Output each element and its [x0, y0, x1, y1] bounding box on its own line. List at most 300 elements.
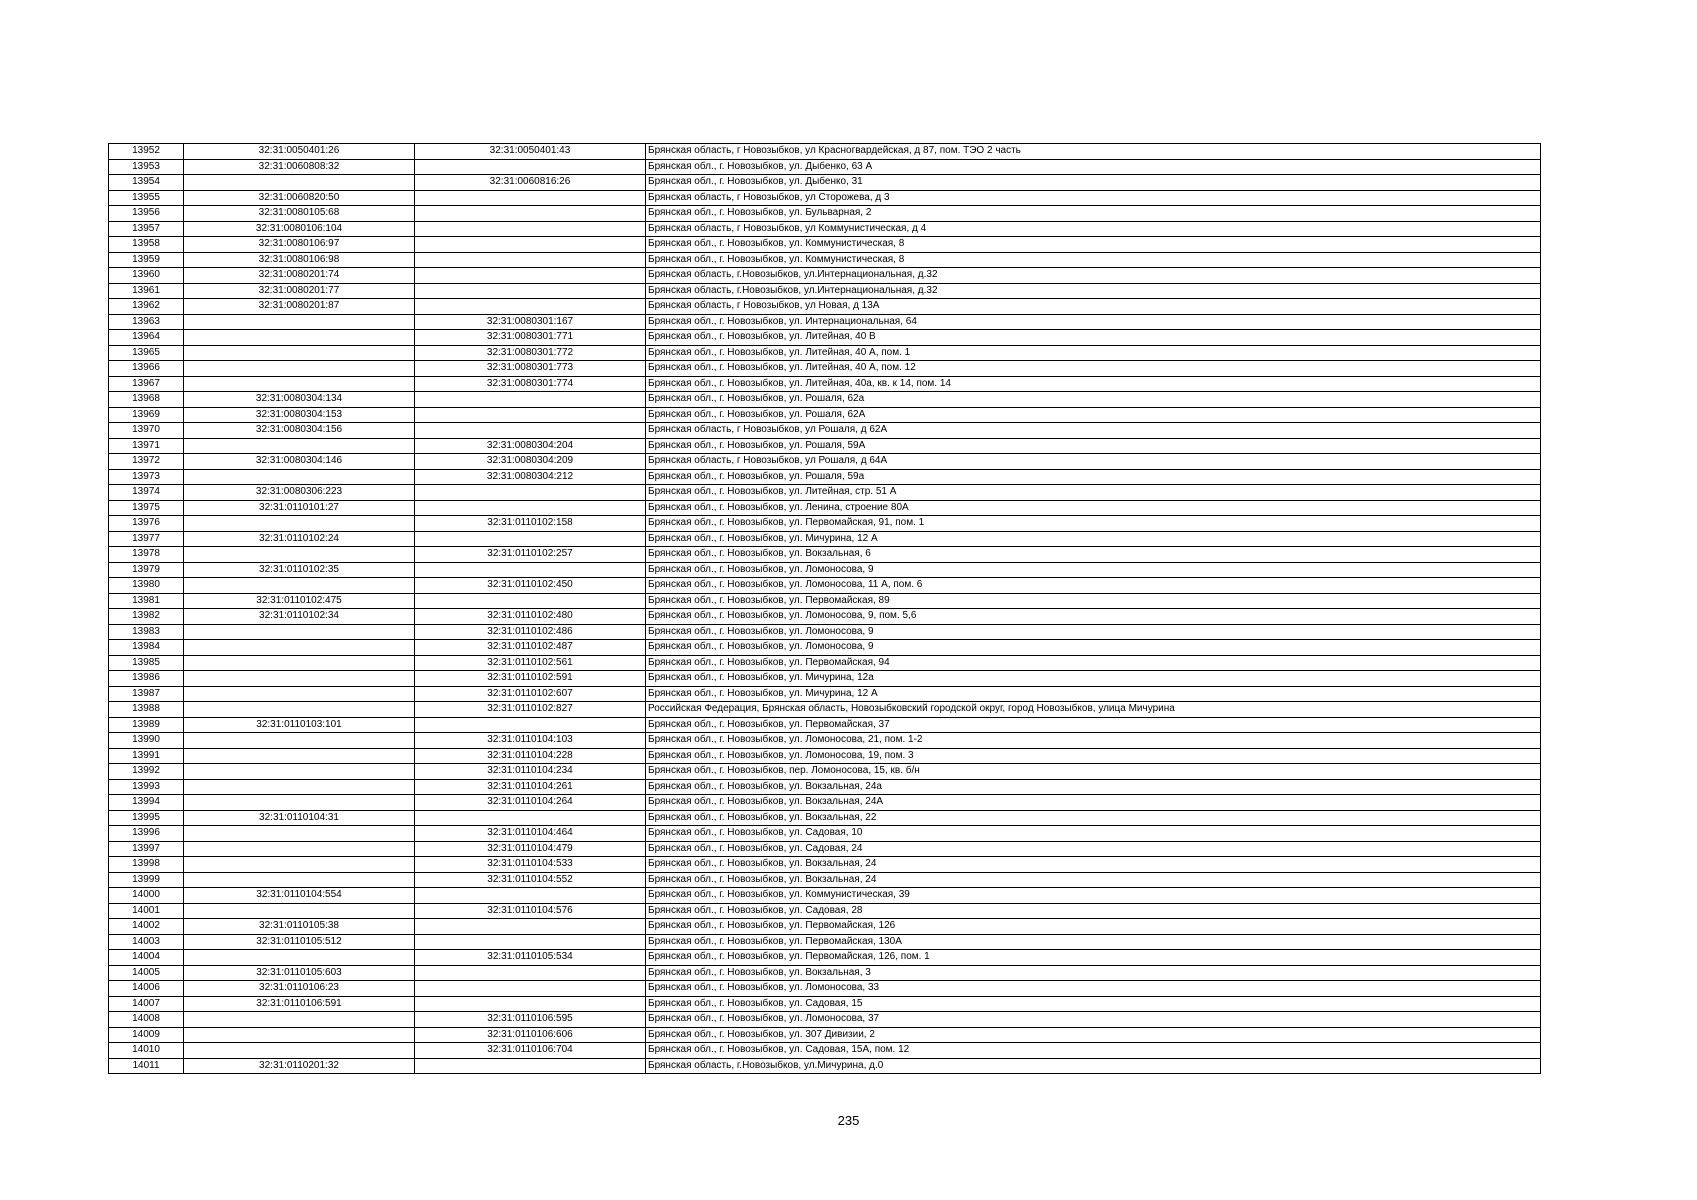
- address-cell: Брянская обл., г. Новозыбков, ул. Ленина, строение 80А: [646, 500, 1541, 516]
- table-row: [109, 500, 1541, 516]
- table-row: [109, 810, 1541, 826]
- row-number-cell: 13973: [109, 469, 184, 485]
- cadastral-number-cell: [184, 345, 415, 361]
- row-number-cell: 13954: [109, 175, 184, 191]
- building-cadastral-number-cell: 32:31:0110102:486: [415, 624, 646, 640]
- address-cell: Брянская обл., г. Новозыбков, ул. Вокзальная, 24: [646, 857, 1541, 873]
- cadastral-number-cell: [184, 330, 415, 346]
- address-cell: Брянская обл., г. Новозыбков, ул. Первомайская, 94: [646, 655, 1541, 671]
- building-cadastral-number-cell: 32:31:0110104:234: [415, 764, 646, 780]
- address-cell: Брянская область, г Новозыбков, ул Красногвардейская, д 87, пом. ТЭО 2 часть: [646, 144, 1541, 160]
- address-cell: Брянская обл., г. Новозыбков, пер. Ломоносова, 15, кв. б/н: [646, 764, 1541, 780]
- row-number-cell: 13965: [109, 345, 184, 361]
- building-cadastral-number-cell: 32:31:0110104:533: [415, 857, 646, 873]
- table-row: [109, 159, 1541, 175]
- row-number-cell: 13960: [109, 268, 184, 284]
- cadastral-number-cell: 32:31:0080201:77: [184, 283, 415, 299]
- cadastral-number-cell: [184, 469, 415, 485]
- building-cadastral-number-cell: [415, 888, 646, 904]
- table-row: [109, 407, 1541, 423]
- cadastral-number-cell: [184, 376, 415, 392]
- address-cell: Брянская обл., г. Новозыбков, ул. Ломоносова, 19, пом. 3: [646, 748, 1541, 764]
- cadastral-number-cell: [184, 950, 415, 966]
- building-cadastral-number-cell: 32:31:0080301:167: [415, 314, 646, 330]
- building-cadastral-number-cell: 32:31:0110104:103: [415, 733, 646, 749]
- table-row: [109, 934, 1541, 950]
- address-cell: Брянская обл., г. Новозыбков, ул. Литейная, 40а, кв. к 14, пом. 14: [646, 376, 1541, 392]
- table-row: [109, 283, 1541, 299]
- table-row: [109, 733, 1541, 749]
- cadastral-number-cell: [184, 438, 415, 454]
- cadastral-number-cell: [184, 516, 415, 532]
- address-cell: Брянская область, г Новозыбков, ул Рошаля, д 64А: [646, 454, 1541, 470]
- cadastral-number-cell: 32:31:0080106:104: [184, 221, 415, 237]
- address-cell: Брянская область, г Новозыбков, ул Новая, д 13А: [646, 299, 1541, 315]
- building-cadastral-number-cell: [415, 996, 646, 1012]
- table-row: [109, 857, 1541, 873]
- building-cadastral-number-cell: [415, 237, 646, 253]
- row-number-cell: 13952: [109, 144, 184, 160]
- cadastral-number-cell: 32:31:0110102:24: [184, 531, 415, 547]
- cadastral-number-cell: 32:31:0050401:26: [184, 144, 415, 160]
- building-cadastral-number-cell: 32:31:0110102:827: [415, 702, 646, 718]
- page-number: 235: [837, 1113, 860, 1128]
- cadastral-number-cell: [184, 640, 415, 656]
- row-number-cell: 13989: [109, 717, 184, 733]
- address-cell: Брянская обл., г. Новозыбков, ул. Первомайская, 89: [646, 593, 1541, 609]
- table-row: [109, 655, 1541, 671]
- cadastral-number-cell: [184, 841, 415, 857]
- building-cadastral-number-cell: 32:31:0110104:228: [415, 748, 646, 764]
- table-row: [109, 330, 1541, 346]
- address-cell: Брянская обл., г. Новозыбков, ул. Литейная, 40 В: [646, 330, 1541, 346]
- address-cell: Брянская обл., г. Новозыбков, ул. Первомайская, 91, пом. 1: [646, 516, 1541, 532]
- table-row: [109, 965, 1541, 981]
- row-number-cell: 13999: [109, 872, 184, 888]
- row-number-cell: 13993: [109, 779, 184, 795]
- cadastral-number-cell: [184, 1027, 415, 1043]
- table-row: [109, 423, 1541, 439]
- address-cell: Брянская обл., г. Новозыбков, ул. 307 Дивизии, 2: [646, 1027, 1541, 1043]
- table-row: [109, 919, 1541, 935]
- address-cell: Брянская обл., г. Новозыбков, ул. Вокзальная, 3: [646, 965, 1541, 981]
- building-cadastral-number-cell: 32:31:0110102:480: [415, 609, 646, 625]
- building-cadastral-number-cell: [415, 206, 646, 222]
- cadastral-number-cell: [184, 826, 415, 842]
- address-cell: Брянская обл., г. Новозыбков, ул. Коммунистическая, 39: [646, 888, 1541, 904]
- address-cell: Российская Федерация, Брянская область, Новозыбковский городской округ, город Новозыбков, улица Мичурина: [646, 702, 1541, 718]
- table-row: [109, 1027, 1541, 1043]
- cadastral-number-cell: 32:31:0110105:38: [184, 919, 415, 935]
- building-cadastral-number-cell: 32:31:0060816:26: [415, 175, 646, 191]
- cadastral-number-cell: [184, 748, 415, 764]
- row-number-cell: 13955: [109, 190, 184, 206]
- cadastral-number-cell: 32:31:0080304:146: [184, 454, 415, 470]
- table-row: [109, 485, 1541, 501]
- cadastral-number-cell: [184, 361, 415, 377]
- address-cell: Брянская обл., г. Новозыбков, ул. Рошаля, 62а: [646, 392, 1541, 408]
- building-cadastral-number-cell: 32:31:0110102:591: [415, 671, 646, 687]
- cadastral-number-cell: [184, 686, 415, 702]
- row-number-cell: 14004: [109, 950, 184, 966]
- building-cadastral-number-cell: [415, 717, 646, 733]
- building-cadastral-number-cell: [415, 965, 646, 981]
- building-cadastral-number-cell: [415, 500, 646, 516]
- row-number-cell: 14008: [109, 1012, 184, 1028]
- building-cadastral-number-cell: [415, 423, 646, 439]
- address-cell: Брянская обл., г. Новозыбков, ул. Вокзальная, 22: [646, 810, 1541, 826]
- row-number-cell: 13956: [109, 206, 184, 222]
- table-row: [109, 671, 1541, 687]
- building-cadastral-number-cell: [415, 1058, 646, 1074]
- row-number-cell: 13953: [109, 159, 184, 175]
- row-number-cell: 13979: [109, 562, 184, 578]
- cadastral-number-cell: [184, 1043, 415, 1059]
- row-number-cell: 13985: [109, 655, 184, 671]
- table-row: [109, 469, 1541, 485]
- table-row: [109, 903, 1541, 919]
- cadastral-number-cell: [184, 175, 415, 191]
- building-cadastral-number-cell: [415, 593, 646, 609]
- building-cadastral-number-cell: [415, 268, 646, 284]
- address-cell: Брянская обл., г. Новозыбков, ул. Литейная, 40 А, пом. 12: [646, 361, 1541, 377]
- row-number-cell: 13971: [109, 438, 184, 454]
- row-number-cell: 14005: [109, 965, 184, 981]
- building-cadastral-number-cell: 32:31:0110105:534: [415, 950, 646, 966]
- building-cadastral-number-cell: 32:31:0110106:606: [415, 1027, 646, 1043]
- row-number-cell: 13976: [109, 516, 184, 532]
- address-cell: Брянская обл., г. Новозыбков, ул. Рошаля, 59а: [646, 469, 1541, 485]
- address-cell: Брянская обл., г. Новозыбков, ул. Рошаля, 59А: [646, 438, 1541, 454]
- table-row: [109, 206, 1541, 222]
- row-number-cell: 14001: [109, 903, 184, 919]
- table-row: [109, 345, 1541, 361]
- address-cell: Брянская обл., г. Новозыбков, ул. Ломоносова, 9: [646, 640, 1541, 656]
- cadastral-number-cell: 32:31:0060808:32: [184, 159, 415, 175]
- cadastral-number-cell: 32:31:0110104:554: [184, 888, 415, 904]
- building-cadastral-number-cell: 32:31:0110104:264: [415, 795, 646, 811]
- row-number-cell: 13995: [109, 810, 184, 826]
- address-cell: Брянская обл., г. Новозыбков, ул. Коммунистическая, 8: [646, 237, 1541, 253]
- address-cell: Брянская обл., г. Новозыбков, ул. Ломоносова, 11 А, пом. 6: [646, 578, 1541, 594]
- row-number-cell: 14006: [109, 981, 184, 997]
- cadastral-number-cell: [184, 624, 415, 640]
- table-row: [109, 299, 1541, 315]
- table-body: [109, 144, 1541, 1074]
- building-cadastral-number-cell: 32:31:0080304:212: [415, 469, 646, 485]
- cadastral-number-cell: 32:31:0110103:101: [184, 717, 415, 733]
- address-cell: Брянская обл., г. Новозыбков, ул. Бульварная, 2: [646, 206, 1541, 222]
- address-cell: Брянская обл., г. Новозыбков, ул. Дыбенко, 31: [646, 175, 1541, 191]
- row-number-cell: 14002: [109, 919, 184, 935]
- table-row: [109, 1043, 1541, 1059]
- cadastral-number-cell: [184, 795, 415, 811]
- row-number-cell: 13978: [109, 547, 184, 563]
- row-number-cell: 13964: [109, 330, 184, 346]
- address-cell: Брянская обл., г. Новозыбков, ул. Мичурина, 12 А: [646, 686, 1541, 702]
- table-row: [109, 1058, 1541, 1074]
- building-cadastral-number-cell: 32:31:0080304:204: [415, 438, 646, 454]
- cadastral-number-cell: [184, 547, 415, 563]
- table-row: [109, 888, 1541, 904]
- row-number-cell: 13957: [109, 221, 184, 237]
- row-number-cell: 14010: [109, 1043, 184, 1059]
- row-number-cell: 13986: [109, 671, 184, 687]
- row-number-cell: 14000: [109, 888, 184, 904]
- row-number-cell: 13967: [109, 376, 184, 392]
- table-row: [109, 1012, 1541, 1028]
- building-cadastral-number-cell: 32:31:0080301:771: [415, 330, 646, 346]
- table-row: [109, 438, 1541, 454]
- building-cadastral-number-cell: 32:31:0110104:552: [415, 872, 646, 888]
- address-cell: Брянская обл., г. Новозыбков, ул. Литейная, стр. 51 А: [646, 485, 1541, 501]
- cadastral-number-cell: [184, 671, 415, 687]
- table-row: [109, 144, 1541, 160]
- table-row: [109, 593, 1541, 609]
- row-number-cell: 13992: [109, 764, 184, 780]
- building-cadastral-number-cell: 32:31:0110104:479: [415, 841, 646, 857]
- cadastral-number-cell: 32:31:0110101:27: [184, 500, 415, 516]
- building-cadastral-number-cell: 32:31:0110102:561: [415, 655, 646, 671]
- building-cadastral-number-cell: [415, 531, 646, 547]
- building-cadastral-number-cell: 32:31:0110106:595: [415, 1012, 646, 1028]
- table-row: [109, 190, 1541, 206]
- building-cadastral-number-cell: 32:31:0110102:450: [415, 578, 646, 594]
- table-row: [109, 795, 1541, 811]
- table-row: [109, 640, 1541, 656]
- cadastral-table: [108, 143, 1541, 1074]
- building-cadastral-number-cell: [415, 392, 646, 408]
- row-number-cell: 13990: [109, 733, 184, 749]
- row-number-cell: 13969: [109, 407, 184, 423]
- table-row: [109, 221, 1541, 237]
- table-row: [109, 702, 1541, 718]
- table-row: [109, 717, 1541, 733]
- address-cell: Брянская обл., г. Новозыбков, ул. Первомайская, 126, пом. 1: [646, 950, 1541, 966]
- address-cell: Брянская обл., г. Новозыбков, ул. Первомайская, 130А: [646, 934, 1541, 950]
- address-cell: Брянская обл., г. Новозыбков, ул. Садовая, 24: [646, 841, 1541, 857]
- row-number-cell: 14003: [109, 934, 184, 950]
- building-cadastral-number-cell: [415, 221, 646, 237]
- building-cadastral-number-cell: [415, 159, 646, 175]
- address-cell: Брянская область, г.Новозыбков, ул.Интернациональная, д.32: [646, 283, 1541, 299]
- row-number-cell: 14009: [109, 1027, 184, 1043]
- building-cadastral-number-cell: [415, 981, 646, 997]
- cadastral-number-cell: [184, 857, 415, 873]
- cadastral-number-cell: 32:31:0080105:68: [184, 206, 415, 222]
- table-row: [109, 547, 1541, 563]
- address-cell: Брянская обл., г. Новозыбков, ул. Мичурина, 12 А: [646, 531, 1541, 547]
- building-cadastral-number-cell: [415, 810, 646, 826]
- cadastral-number-cell: [184, 764, 415, 780]
- address-cell: Брянская обл., г. Новозыбков, ул. Интернациональная, 64: [646, 314, 1541, 330]
- cadastral-number-cell: [184, 779, 415, 795]
- building-cadastral-number-cell: [415, 407, 646, 423]
- table-row: [109, 361, 1541, 377]
- cadastral-number-cell: 32:31:0110102:35: [184, 562, 415, 578]
- cadastral-number-cell: [184, 702, 415, 718]
- building-cadastral-number-cell: 32:31:0080304:209: [415, 454, 646, 470]
- cadastral-number-cell: [184, 1012, 415, 1028]
- cadastral-number-cell: 32:31:0110102:34: [184, 609, 415, 625]
- building-cadastral-number-cell: [415, 190, 646, 206]
- building-cadastral-number-cell: 32:31:0110106:704: [415, 1043, 646, 1059]
- row-number-cell: 14011: [109, 1058, 184, 1074]
- table-row: [109, 950, 1541, 966]
- address-cell: Брянская обл., г. Новозыбков, ул. Вокзальная, 24А: [646, 795, 1541, 811]
- cadastral-number-cell: [184, 578, 415, 594]
- address-cell: Брянская обл., г. Новозыбков, ул. Вокзальная, 24а: [646, 779, 1541, 795]
- building-cadastral-number-cell: 32:31:0080301:772: [415, 345, 646, 361]
- address-cell: Брянская область, г.Новозыбков, ул.Мичурина, д.0: [646, 1058, 1541, 1074]
- row-number-cell: 13963: [109, 314, 184, 330]
- table-row: [109, 516, 1541, 532]
- address-cell: Брянская обл., г. Новозыбков, ул. Первомайская, 37: [646, 717, 1541, 733]
- row-number-cell: 13984: [109, 640, 184, 656]
- row-number-cell: 13972: [109, 454, 184, 470]
- cadastral-number-cell: 32:31:0080201:87: [184, 299, 415, 315]
- building-cadastral-number-cell: 32:31:0110104:261: [415, 779, 646, 795]
- address-cell: Брянская обл., г. Новозыбков, ул. Рошаля, 62А: [646, 407, 1541, 423]
- row-number-cell: 13977: [109, 531, 184, 547]
- table-row: [109, 268, 1541, 284]
- cadastral-number-cell: [184, 655, 415, 671]
- table-row: [109, 686, 1541, 702]
- cadastral-number-cell: 32:31:0080306:223: [184, 485, 415, 501]
- row-number-cell: 13974: [109, 485, 184, 501]
- row-number-cell: 13966: [109, 361, 184, 377]
- address-cell: Брянская обл., г. Новозыбков, ул. Литейная, 40 А, пом. 1: [646, 345, 1541, 361]
- address-cell: Брянская обл., г. Новозыбков, ул. Вокзальная, 24: [646, 872, 1541, 888]
- address-cell: Брянская область, г Новозыбков, ул Коммунистическая, д 4: [646, 221, 1541, 237]
- row-number-cell: 14007: [109, 996, 184, 1012]
- table-row: [109, 175, 1541, 191]
- cadastral-number-cell: 32:31:0110105:512: [184, 934, 415, 950]
- building-cadastral-number-cell: 32:31:0080301:773: [415, 361, 646, 377]
- row-number-cell: 13988: [109, 702, 184, 718]
- cadastral-number-cell: 32:31:0080304:156: [184, 423, 415, 439]
- row-number-cell: 13980: [109, 578, 184, 594]
- building-cadastral-number-cell: 32:31:0110102:257: [415, 547, 646, 563]
- building-cadastral-number-cell: [415, 283, 646, 299]
- address-cell: Брянская область, г Новозыбков, ул Рошаля, д 62А: [646, 423, 1541, 439]
- cadastral-number-cell: 32:31:0110201:32: [184, 1058, 415, 1074]
- row-number-cell: 13983: [109, 624, 184, 640]
- cadastral-number-cell: [184, 872, 415, 888]
- cadastral-number-cell: [184, 314, 415, 330]
- table-row: [109, 314, 1541, 330]
- address-cell: Брянская обл., г. Новозыбков, ул. Ломоносова, 37: [646, 1012, 1541, 1028]
- cadastral-number-cell: 32:31:0080304:134: [184, 392, 415, 408]
- table-row: [109, 841, 1541, 857]
- table-row: [109, 609, 1541, 625]
- address-cell: Брянская обл., г. Новозыбков, ул. Ломоносова, 33: [646, 981, 1541, 997]
- building-cadastral-number-cell: 32:31:0110104:576: [415, 903, 646, 919]
- address-cell: Брянская область, г.Новозыбков, ул.Интернациональная, д.32: [646, 268, 1541, 284]
- building-cadastral-number-cell: 32:31:0050401:43: [415, 144, 646, 160]
- cadastral-number-cell: 32:31:0080201:74: [184, 268, 415, 284]
- building-cadastral-number-cell: 32:31:0110102:607: [415, 686, 646, 702]
- table-row: [109, 237, 1541, 253]
- address-cell: Брянская обл., г. Новозыбков, ул. Садовая, 10: [646, 826, 1541, 842]
- table-row: [109, 392, 1541, 408]
- table-row: [109, 872, 1541, 888]
- row-number-cell: 13998: [109, 857, 184, 873]
- table-row: [109, 748, 1541, 764]
- building-cadastral-number-cell: [415, 485, 646, 501]
- row-number-cell: 13958: [109, 237, 184, 253]
- building-cadastral-number-cell: 32:31:0110104:464: [415, 826, 646, 842]
- table-row: [109, 562, 1541, 578]
- row-number-cell: 13982: [109, 609, 184, 625]
- row-number-cell: 13994: [109, 795, 184, 811]
- address-cell: Брянская обл., г. Новозыбков, ул. Садовая, 15А, пом. 12: [646, 1043, 1541, 1059]
- address-cell: Брянская обл., г. Новозыбков, ул. Ломоносова, 21, пом. 1-2: [646, 733, 1541, 749]
- cadastral-number-cell: 32:31:0080106:97: [184, 237, 415, 253]
- table-row: [109, 826, 1541, 842]
- address-cell: Брянская обл., г. Новозыбков, ул. Ломоносова, 9, пом. 5,6: [646, 609, 1541, 625]
- address-cell: Брянская область, г Новозыбков, ул Сторожева, д 3: [646, 190, 1541, 206]
- address-cell: Брянская обл., г. Новозыбков, ул. Дыбенко, 63 А: [646, 159, 1541, 175]
- row-number-cell: 13959: [109, 252, 184, 268]
- cadastral-number-cell: [184, 903, 415, 919]
- building-cadastral-number-cell: 32:31:0110102:487: [415, 640, 646, 656]
- cadastral-number-cell: 32:31:0110102:475: [184, 593, 415, 609]
- table-row: [109, 981, 1541, 997]
- address-cell: Брянская обл., г. Новозыбков, ул. Первомайская, 126: [646, 919, 1541, 935]
- address-cell: Брянская обл., г. Новозыбков, ул. Мичурина, 12а: [646, 671, 1541, 687]
- row-number-cell: 13997: [109, 841, 184, 857]
- building-cadastral-number-cell: [415, 934, 646, 950]
- row-number-cell: 13996: [109, 826, 184, 842]
- building-cadastral-number-cell: [415, 562, 646, 578]
- cadastral-number-cell: 32:31:0110104:31: [184, 810, 415, 826]
- cadastral-number-cell: 32:31:0110106:591: [184, 996, 415, 1012]
- row-number-cell: 13987: [109, 686, 184, 702]
- row-number-cell: 13991: [109, 748, 184, 764]
- building-cadastral-number-cell: 32:31:0080301:774: [415, 376, 646, 392]
- address-cell: Брянская обл., г. Новозыбков, ул. Садовая, 15: [646, 996, 1541, 1012]
- cadastral-number-cell: 32:31:0060820:50: [184, 190, 415, 206]
- row-number-cell: 13981: [109, 593, 184, 609]
- table-row: [109, 376, 1541, 392]
- table-row: [109, 779, 1541, 795]
- cadastral-number-cell: 32:31:0080304:153: [184, 407, 415, 423]
- cadastral-number-cell: 32:31:0110106:23: [184, 981, 415, 997]
- table-row: [109, 996, 1541, 1012]
- cadastral-number-cell: 32:31:0080106:98: [184, 252, 415, 268]
- address-cell: Брянская обл., г. Новозыбков, ул. Вокзальная, 6: [646, 547, 1541, 563]
- row-number-cell: 13968: [109, 392, 184, 408]
- table-row: [109, 624, 1541, 640]
- row-number-cell: 13975: [109, 500, 184, 516]
- address-cell: Брянская обл., г. Новозыбков, ул. Ломоносова, 9: [646, 562, 1541, 578]
- row-number-cell: 13961: [109, 283, 184, 299]
- address-cell: Брянская обл., г. Новозыбков, ул. Коммунистическая, 8: [646, 252, 1541, 268]
- table-row: [109, 531, 1541, 547]
- table-row: [109, 454, 1541, 470]
- table-row: [109, 252, 1541, 268]
- address-cell: Брянская обл., г. Новозыбков, ул. Ломоносова, 9: [646, 624, 1541, 640]
- building-cadastral-number-cell: [415, 299, 646, 315]
- table-row: [109, 764, 1541, 780]
- building-cadastral-number-cell: [415, 252, 646, 268]
- cadastral-number-cell: 32:31:0110105:603: [184, 965, 415, 981]
- row-number-cell: 13962: [109, 299, 184, 315]
- address-cell: Брянская обл., г. Новозыбков, ул. Садовая, 28: [646, 903, 1541, 919]
- building-cadastral-number-cell: [415, 919, 646, 935]
- building-cadastral-number-cell: 32:31:0110102:158: [415, 516, 646, 532]
